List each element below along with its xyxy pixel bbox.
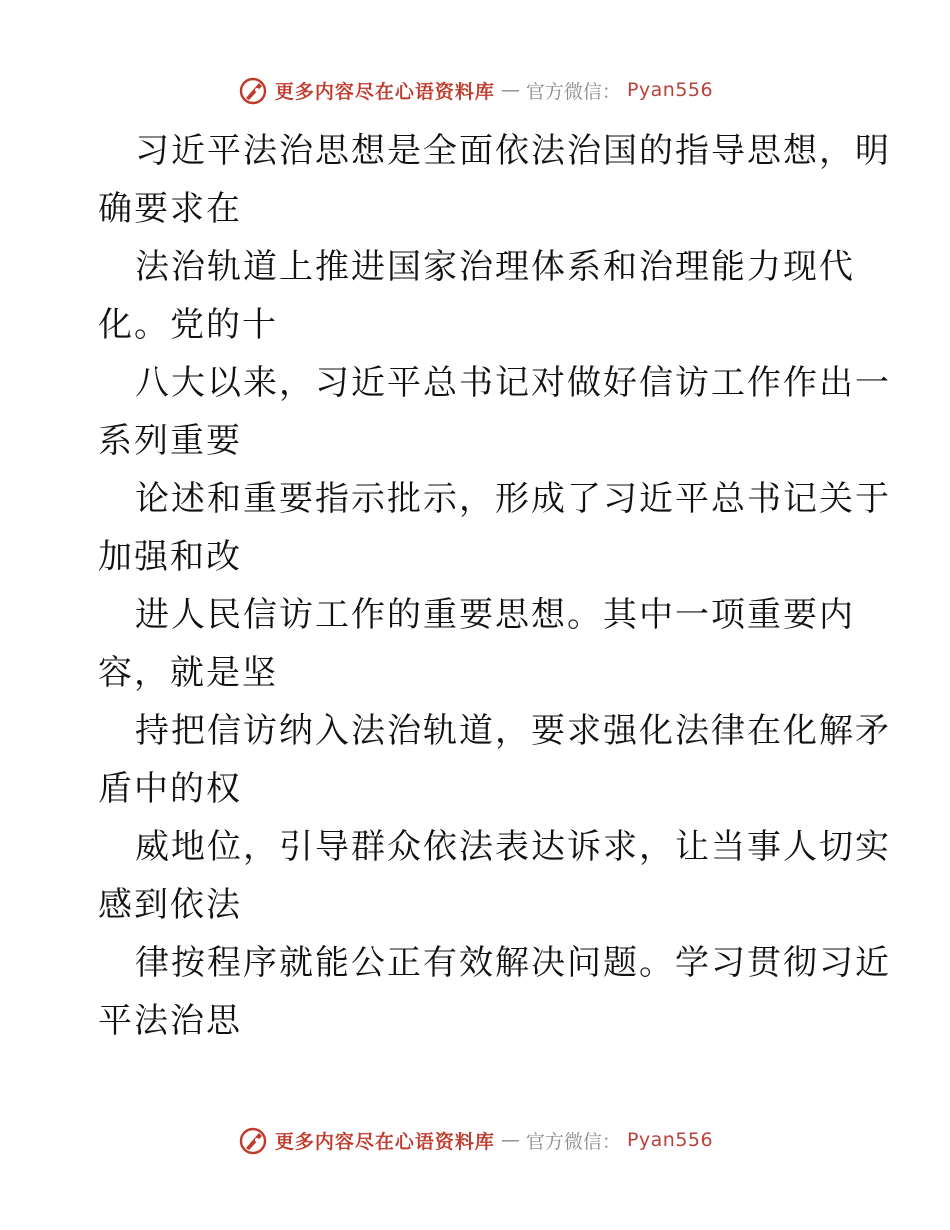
text-line: 习近平法治思想是全面依法治国的指导思想，明 [135, 131, 891, 171]
watermark-official-text: 官方微信： [525, 80, 621, 103]
watermark-official-text: 官方微信： [525, 1130, 621, 1153]
document-body [98, 122, 891, 1050]
footer-watermark [0, 1124, 950, 1156]
text-line: 律按程序就能公正有效解决问题。学习贯彻习近 [135, 943, 891, 983]
text-line: 八大以来，习近平总书记对做好信访工作作出一 [135, 363, 891, 403]
text-line: 盾中的权 [98, 769, 242, 809]
watermark-brand-text: 更多内容尽在心语资料库 [274, 1130, 495, 1153]
text-line: 确要求在 [98, 189, 242, 229]
watermark-separator: — [500, 79, 520, 101]
text-line: 容，就是坚 [98, 653, 278, 693]
text-line: 法治轨道上推进国家治理体系和治理能力现代 [135, 247, 855, 287]
text-line: 化。党的十 [98, 305, 278, 345]
watermark-wechat-id: Pyan556 [626, 79, 714, 101]
watermark-separator: — [500, 1129, 520, 1151]
text-line: 持把信访纳入法治轨道，要求强化法律在化解矛 [135, 711, 891, 751]
text-line: 加强和改 [98, 537, 242, 577]
watermark-brand-text: 更多内容尽在心语资料库 [274, 80, 495, 103]
text-line: 威地位，引导群众依法表达诉求，让当事人切实 [135, 827, 891, 867]
header-watermark [0, 74, 950, 106]
text-line: 论述和重要指示批示，形成了习近平总书记关于 [135, 479, 891, 519]
text-line: 感到依法 [98, 885, 242, 925]
watermark-wechat-id: Pyan556 [626, 1129, 714, 1151]
text-line: 平法治思 [98, 1001, 242, 1041]
pen-logo-icon [237, 74, 269, 106]
pen-logo-icon [237, 1124, 269, 1156]
text-line: 系列重要 [98, 421, 242, 461]
text-line: 进人民信访工作的重要思想。其中一项重要内 [135, 595, 855, 635]
